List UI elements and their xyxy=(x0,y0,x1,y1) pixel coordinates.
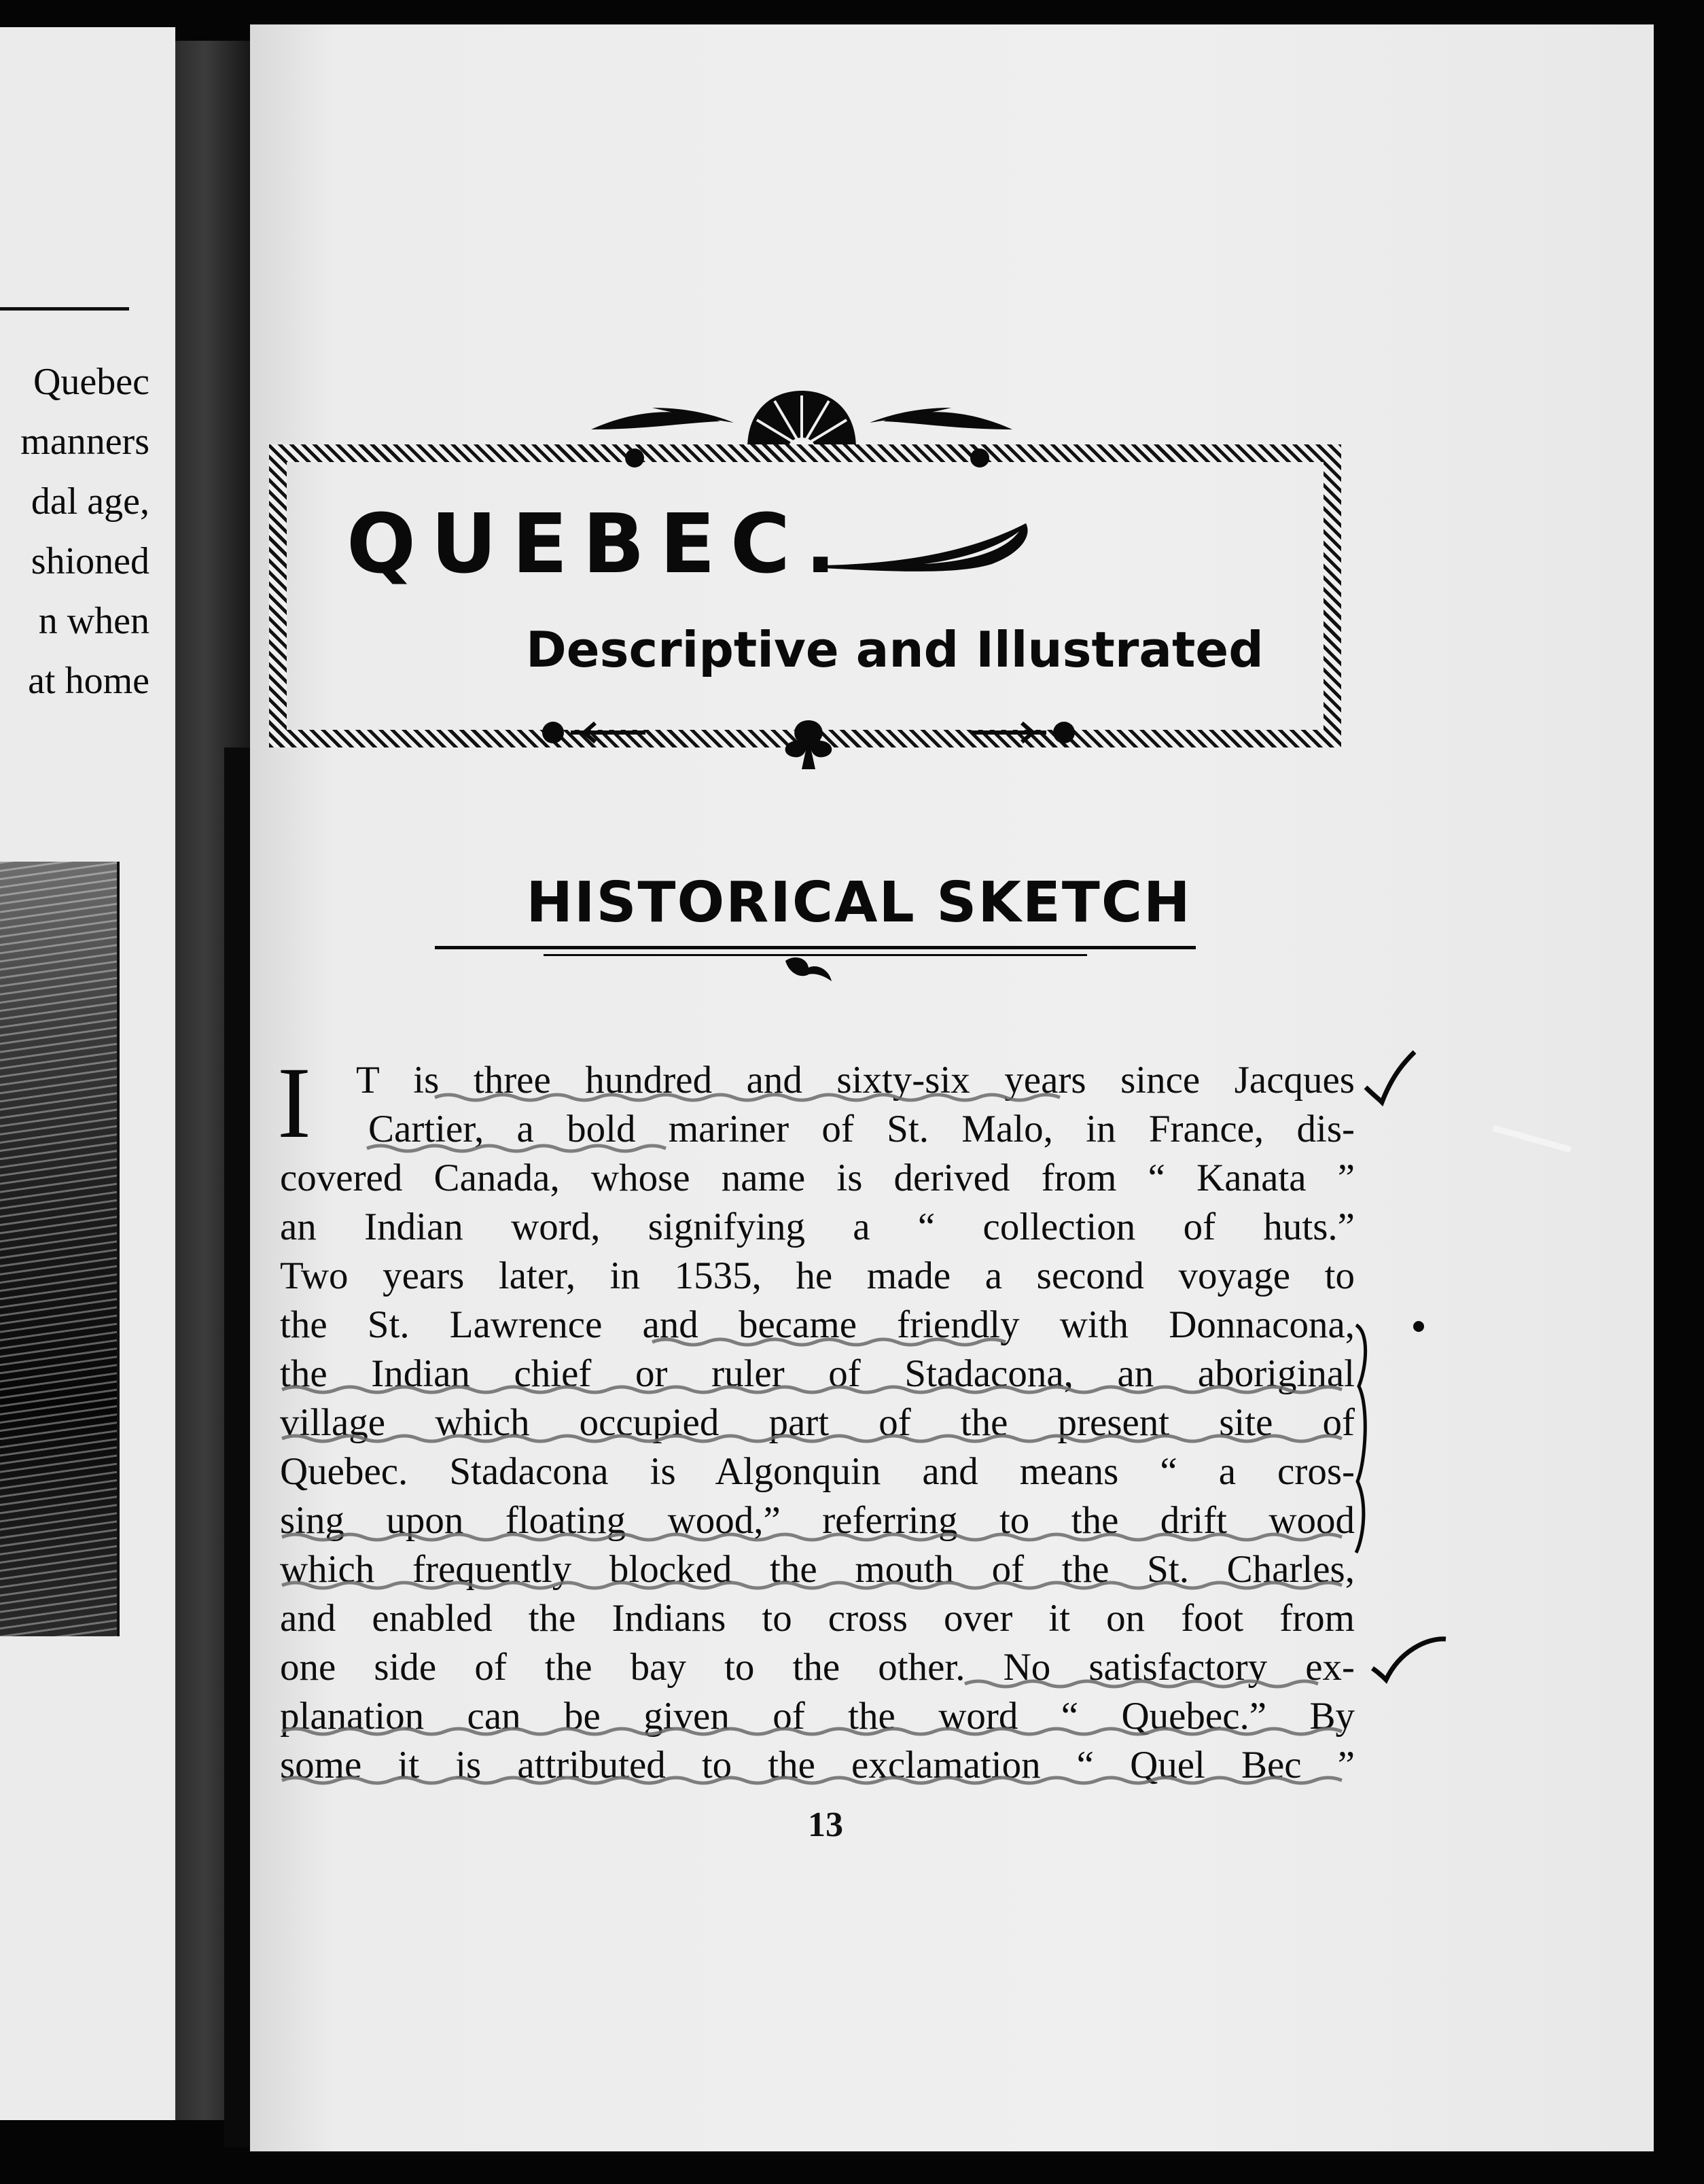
body-line: the Indian chief or ruler of Stadacona, an aboriginal xyxy=(280,1352,1355,1395)
body-line: the St. Lawrence and became friendly with Donnacona, xyxy=(280,1303,1355,1346)
facing-page-line: n when xyxy=(38,600,149,642)
facing-page-line: Quebec xyxy=(33,361,149,403)
facing-page-text xyxy=(20,352,149,711)
page-title: QUEBEC. xyxy=(347,497,851,592)
frame-bottom-ornament xyxy=(530,707,1087,775)
body-line: Cartier, a bold mariner of St. Malo, in France, dis- xyxy=(368,1108,1355,1150)
body-line: sing upon floating wood,” referring to the drift wood xyxy=(280,1499,1355,1542)
section-heading: HISTORICAL SKETCH xyxy=(526,870,1192,935)
body-line: which frequently blocked the mouth of the St. Charles, xyxy=(280,1548,1355,1591)
body-line: some it is attributed to the exclamation “ Quel Bec ” xyxy=(280,1744,1355,1786)
facing-page-line: manners xyxy=(20,421,149,463)
body-text xyxy=(277,1046,1355,1790)
facing-page-line: at home xyxy=(28,660,149,702)
body-line: and enabled the Indians to cross over it on foot from xyxy=(280,1597,1355,1640)
facing-page-line: shioned xyxy=(31,540,149,582)
leaf-ornament-icon xyxy=(781,954,836,985)
frame-dot-icon xyxy=(622,446,647,470)
drop-cap: I xyxy=(277,1046,311,1159)
body-line: Quebec. Stadacona is Algonquin and means “ a cros- xyxy=(280,1450,1355,1493)
body-line: village which occupied part of the present site of xyxy=(280,1401,1355,1444)
page-number: 13 xyxy=(808,1806,843,1844)
title-frame xyxy=(269,444,1341,747)
facing-page-engraving xyxy=(0,862,120,1636)
body-line: planation can be given of the word “ Quebec.” By xyxy=(280,1695,1355,1738)
body-line: an Indian word, signifying a “ collection of huts.” xyxy=(280,1205,1355,1248)
page-subtitle: Descriptive and Illustrated xyxy=(526,621,1264,678)
body-line: covered Canada, whose name is derived from “ Kanata ” xyxy=(280,1157,1355,1199)
facing-page-rule xyxy=(0,307,129,311)
body-line: T is three hundred and sixty-six years since Jacques xyxy=(356,1059,1355,1102)
facing-page-line: dal age, xyxy=(31,480,149,523)
body-line: one side of the bay to the other. No satisfactory ex- xyxy=(280,1646,1355,1689)
frame-dot-icon xyxy=(968,446,992,470)
body-line: Two years later, in 1535, he made a second voyage to xyxy=(280,1254,1355,1297)
book-gutter-shadow xyxy=(224,747,251,2147)
facing-page xyxy=(0,27,175,2120)
title-swash-ornament xyxy=(822,516,1046,578)
